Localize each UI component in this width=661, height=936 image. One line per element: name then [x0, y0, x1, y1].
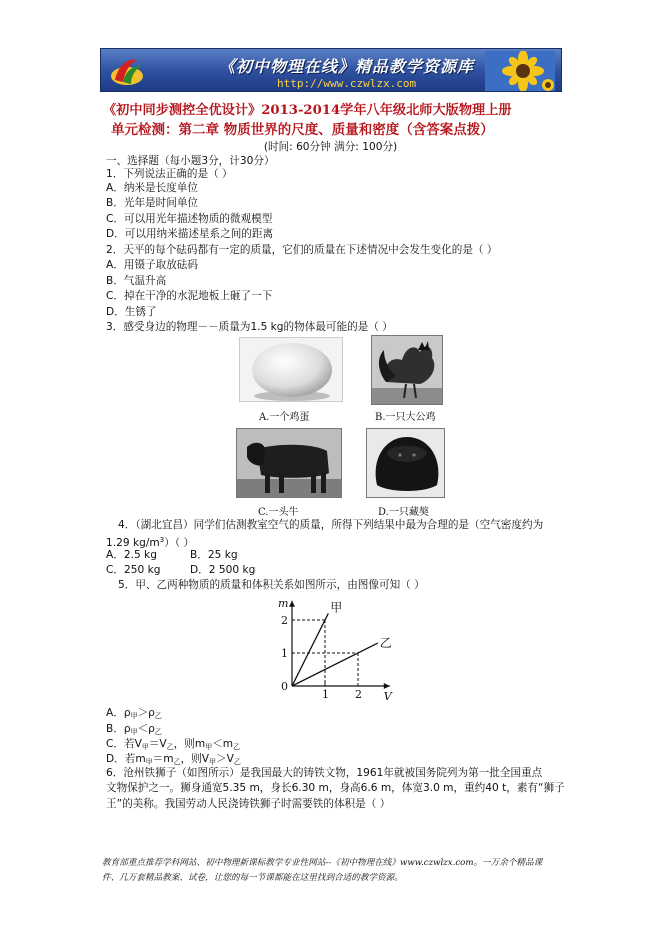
- q3-caption-b: B.一只大公鸡: [375, 412, 436, 423]
- q1-option-a: A．纳米是长度单位: [106, 182, 198, 194]
- x-tick-label-2: 2: [355, 688, 362, 701]
- rooster-icon: [372, 336, 443, 405]
- q2-option-c: C．掉在干净的水泥地板上砸了一下: [106, 290, 273, 302]
- q6-line1: 6．沧州铁狮子（如图所示）是我国最大的铸铁文物，1961年就被国务院列为第一批全国重点: [106, 767, 543, 779]
- footer-line2: 件、几万套精品教案、试卷，让您的每一节课都能在这里找到合适的教学资源。: [102, 873, 403, 883]
- header-banner: [100, 48, 562, 92]
- x-axis-label: V: [383, 690, 392, 703]
- site-logo-icon: [109, 54, 145, 88]
- q2-option-b: B．气温升高: [106, 275, 167, 287]
- q6-line3: 王”的美称。我国劳动人民浇铸铁狮子时需要铁的体积是（ ）: [106, 798, 391, 810]
- q1-option-c: C．可以用光年描述物质的微观模型: [106, 213, 273, 225]
- series-label-0: 甲: [330, 600, 343, 615]
- q2-option-a: A．用镊子取放砝码: [106, 259, 198, 271]
- footer-line1: 教育部重点推荐学科网站、初中物理新课标教学专业性网站--《初中物理在线》www.czwlzx.com。一万余个精品课: [102, 858, 543, 868]
- cow-image: [236, 428, 342, 498]
- q5-option-c: C．若$V_甲=V_乙$，则$m_甲<m_乙$: [106, 738, 241, 751]
- q5-option-d: D．若$m_甲=m_乙$，则$V_甲>V_乙$: [106, 753, 241, 766]
- q5-stem: 5．甲、乙两种物质的质量和体积关系如图所示，由图像可知（ ）: [118, 579, 425, 591]
- graph-guides: [292, 620, 358, 686]
- graph-labels: [278, 597, 393, 703]
- q5-option-b: B．$\rho_甲<\rho_乙$: [106, 723, 162, 736]
- q1-option-d: D．可以用纳米描述星系之间的距离: [106, 228, 274, 240]
- q4-option-b: B．25 kg: [190, 549, 238, 561]
- document-subtitle: 单元检测：第二章 物质世界的尺度、质量和密度（含答案点拨）: [111, 122, 494, 138]
- series-label-1: 乙: [379, 636, 392, 651]
- origin-label: 0: [281, 680, 288, 693]
- q3-stem: 3．感受身边的物理－－质量为1.5 kg的物体最可能的是（ ）: [106, 321, 393, 333]
- y-tick-label-1: 1: [281, 647, 288, 660]
- rooster-image: [371, 335, 443, 405]
- q3-caption-a: A.一个鸡蛋: [259, 412, 310, 423]
- q4-option-a: A．2.5 kg: [106, 549, 157, 561]
- y-tick-label-2: 2: [281, 614, 288, 627]
- document-title: 《初中同步测控全优设计》2013-2014学年八年级北师大版物理上册: [103, 103, 512, 118]
- graph-series: [292, 613, 378, 686]
- q4-option-d: D．2 500 kg: [190, 564, 256, 576]
- cow-icon: [237, 429, 342, 498]
- q6-line2: 文物保护之一。狮身通宽5.35 m，身长6.30 m，身高6.6 m，体宽3.0 m，重约40 t，素有“狮子: [106, 782, 565, 794]
- q1-stem: 1．下列说法正确的是（ ）: [106, 168, 233, 180]
- q5-option-a: A．$\rho_甲>\rho_乙$: [106, 707, 162, 720]
- y-axis-label: m: [278, 596, 289, 610]
- y-axis-arrow-icon: [289, 601, 295, 607]
- mass-volume-graph: [268, 590, 428, 708]
- q1-option-b: B．光年是时间单位: [106, 197, 199, 209]
- mastiff-icon: [367, 429, 445, 498]
- egg-image: [239, 337, 343, 402]
- q3-caption-d: D.一只藏獒: [378, 507, 429, 518]
- page-footer: [102, 856, 562, 886]
- series-line-1: [292, 643, 378, 686]
- q4-option-c: C．250 kg: [106, 564, 161, 576]
- banner-title: 《初中物理在线》精品教学资源库: [219, 57, 475, 76]
- x-tick-label-1: 1: [322, 688, 329, 701]
- q4-stem-line1: 4．（湖北宜昌）同学们估测教室空气的质量，所得下列结果中最为合理的是（空气密度约为: [118, 519, 544, 531]
- egg-icon: [240, 338, 343, 402]
- time-info: (时间: 60分钟 满分: 100分): [263, 141, 398, 153]
- q2-option-d: D．生锈了: [106, 306, 157, 318]
- banner-url[interactable]: http://www.czwlzx.com: [277, 77, 417, 90]
- mastiff-image: [366, 428, 445, 498]
- sunflower-icon: [485, 51, 555, 91]
- series-line-0: [292, 613, 328, 686]
- section-heading: 一、选择题（每小题3分，计30分）: [106, 155, 275, 167]
- q2-stem: 2．天平的每个砝码都有一定的质量，它们的质量在下述情况中会发生变化的是（ ）: [106, 244, 498, 256]
- q3-caption-c: C.一头牛: [258, 507, 299, 518]
- x-axis-arrow-icon: [384, 683, 390, 689]
- q4-stem-line2: 1.29 $kg/m^3$）（ ）: [106, 536, 195, 549]
